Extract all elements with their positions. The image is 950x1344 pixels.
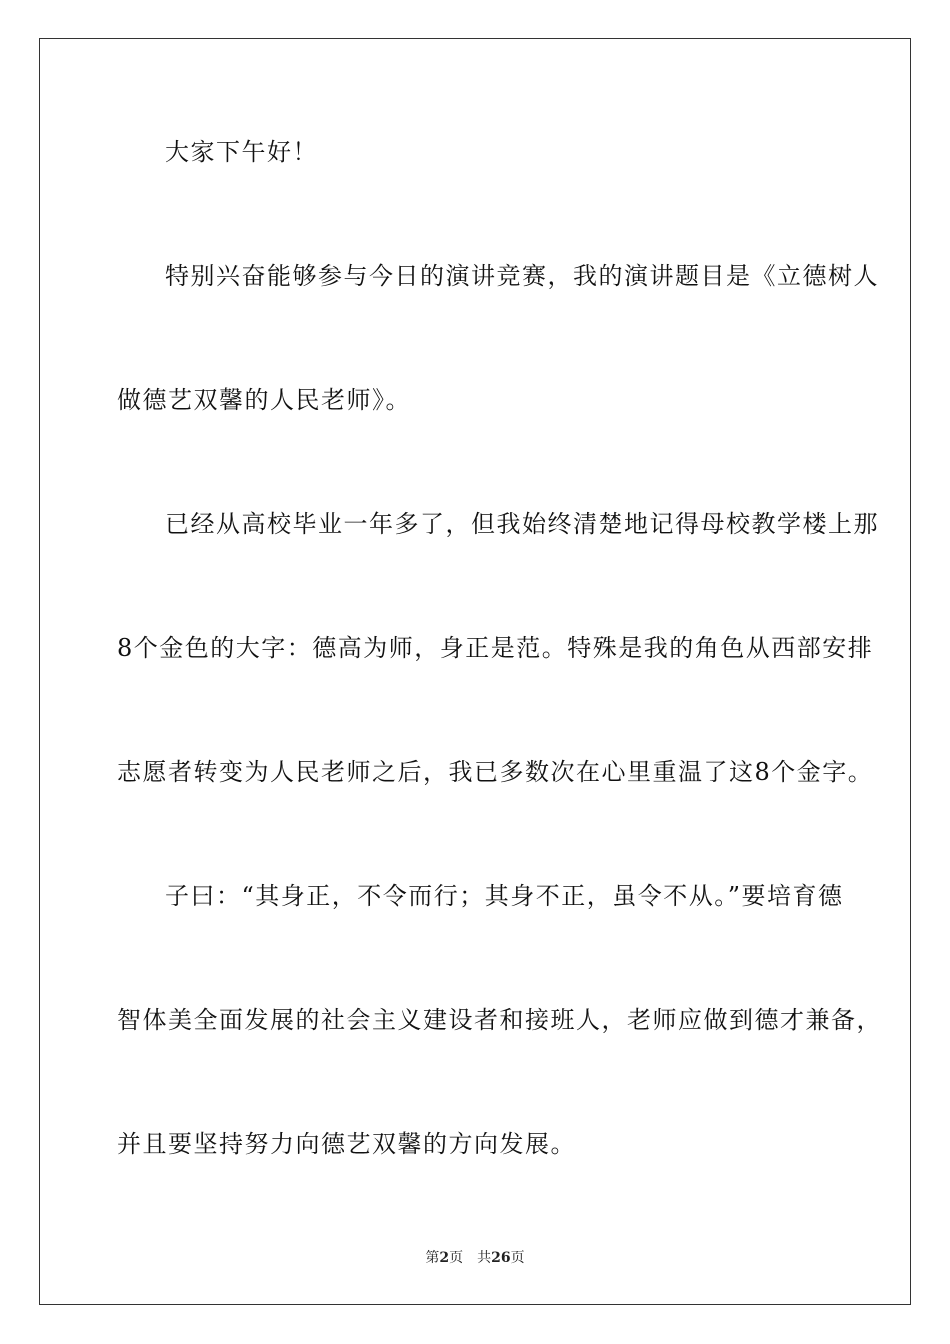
footer-total-prefix: 共 <box>477 1250 492 1266</box>
footer-page-number: 2 <box>439 1250 450 1266</box>
paragraph-line-8: 智体美全面发展的社会主义建设者和接班人，老师应做到德才兼备， <box>117 1006 882 1034</box>
paragraph-line-3: 做德艺双馨的人民老师》。 <box>117 386 411 414</box>
paragraph-line-5: 8个金色的大字：德高为师，身正是范。特殊是我的角色从西部安排 <box>117 634 874 662</box>
page-border <box>39 38 911 1305</box>
paragraph-line-7: 子曰：“其身正，不令而行；其身不正，虽令不从。”要培育德 <box>165 882 844 910</box>
paragraph-line-2: 特别兴奋能够参与今日的演讲竞赛，我的演讲题目是《立德树人 <box>165 262 879 290</box>
paragraph-line-6: 志愿者转变为人民老师之后，我已多数次在心里重温了这8个金字。 <box>117 758 874 786</box>
footer-page-suffix: 页 <box>449 1250 464 1266</box>
footer-page-prefix: 第 <box>425 1250 440 1266</box>
paragraph-line-9: 并且要坚持努力向德艺双馨的方向发展。 <box>117 1130 576 1158</box>
footer-total-pages: 26 <box>491 1250 511 1266</box>
paragraph-line-4: 已经从高校毕业一年多了，但我始终清楚地记得母校教学楼上那 <box>165 510 879 538</box>
page-footer <box>0 1250 950 1266</box>
footer-total-suffix: 页 <box>510 1250 525 1266</box>
paragraph-line-1: 大家下午好！ <box>165 138 318 166</box>
